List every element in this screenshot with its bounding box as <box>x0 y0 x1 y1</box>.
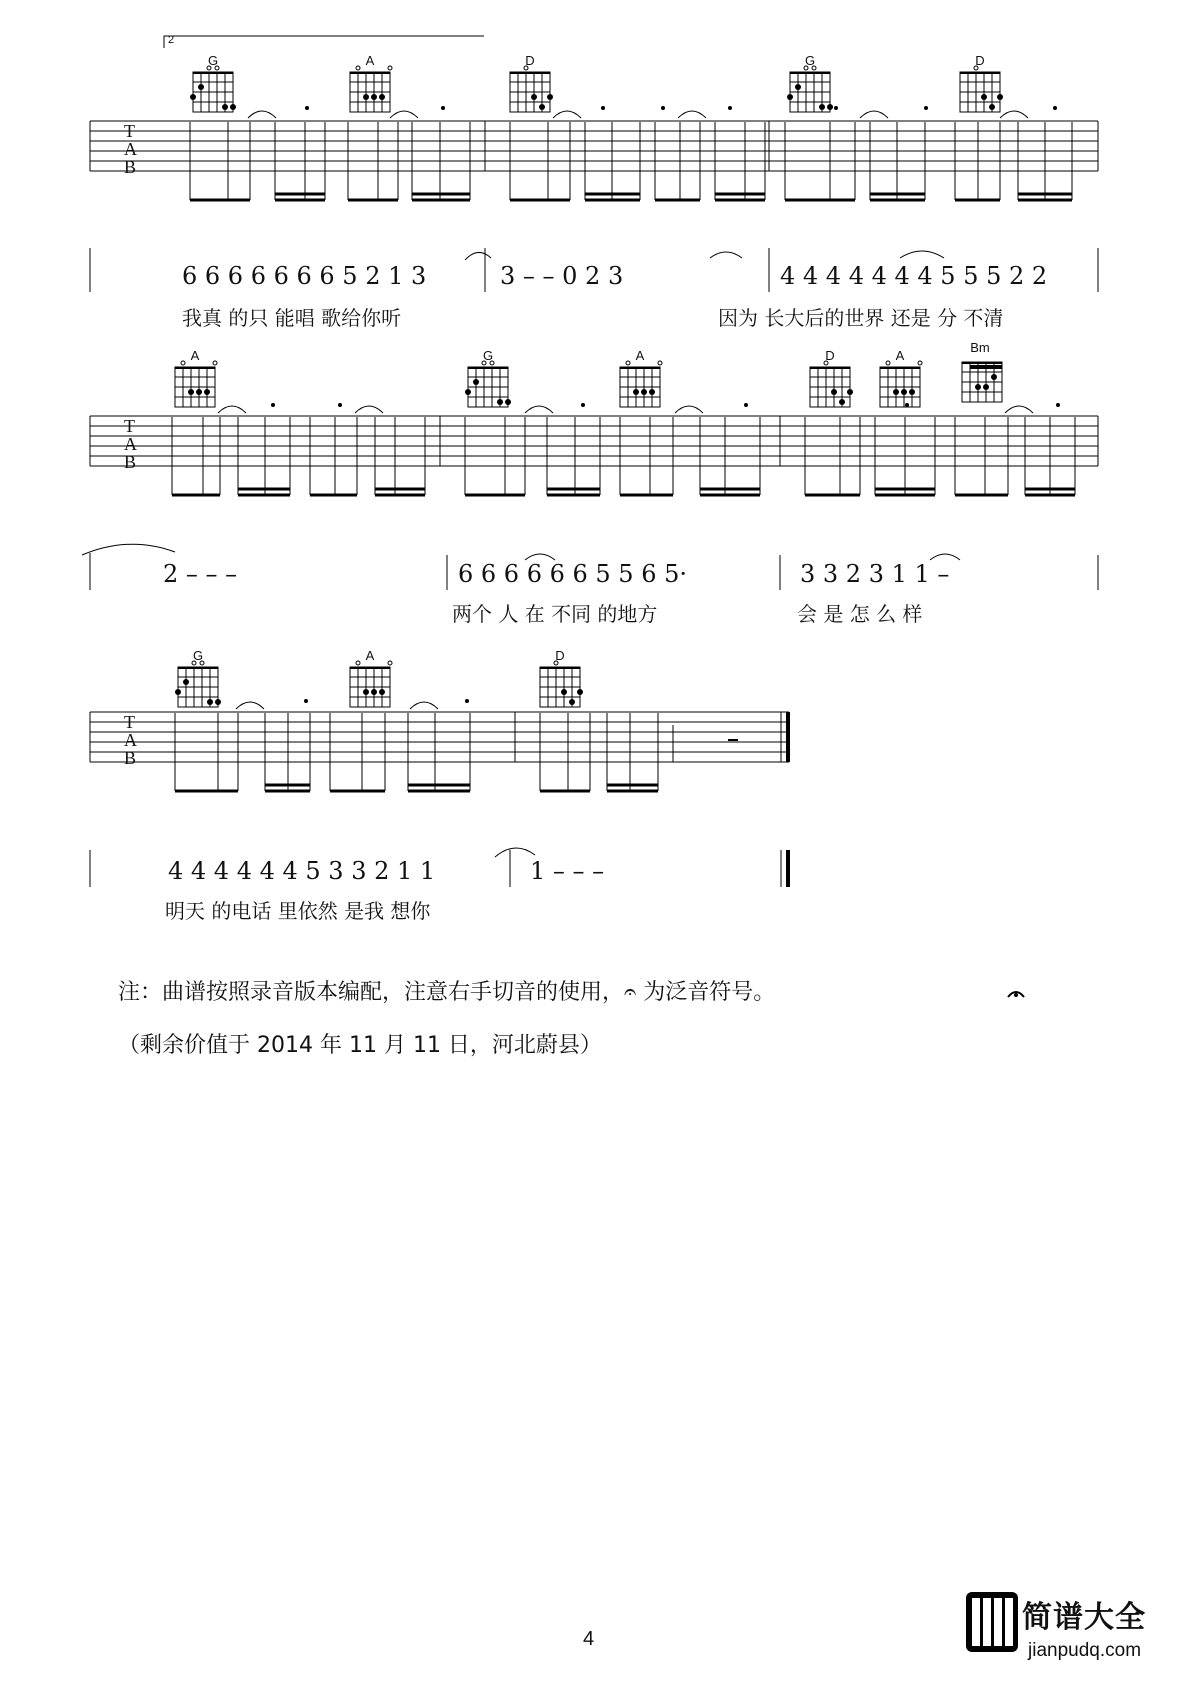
chord-grid-d <box>510 66 553 112</box>
jianpu-line: 3 3 2 3 1 1 – <box>800 560 950 588</box>
chord-name: G <box>207 53 219 68</box>
footnote-arrangement: 注：曲谱按照录音版本编配，注意右手切音的使用，𝄐 为泛音符号。 <box>118 980 776 1005</box>
chord-grid-a <box>350 66 392 112</box>
chord-grid-a <box>175 361 217 407</box>
chord-name: D <box>825 348 835 363</box>
tab-letter-a: A <box>124 434 137 454</box>
tab-letter-b: B <box>124 452 137 472</box>
chord-name: G <box>192 648 204 663</box>
chord-grid-d <box>540 661 583 707</box>
lyric-line: 我真 的只 能唱 歌给你听 <box>182 306 402 330</box>
chord-name: A <box>365 53 375 68</box>
chord-name: G <box>482 348 494 363</box>
tab-letter-b: B <box>124 748 137 768</box>
chord-grid-g <box>190 66 236 112</box>
chord-grid-a <box>350 661 392 707</box>
chord-name: D <box>525 53 535 68</box>
jianpu-line: 4 4 4 4 4 4 4 5 5 5 2 2 <box>780 262 1048 290</box>
jianpu-line: 3 – – 0 2 3 <box>500 262 624 290</box>
chord-name: D <box>975 53 985 68</box>
tab-letter-b: B <box>124 157 137 177</box>
lyric-line: 明天 的电话 里依然 是我 想你 <box>165 899 431 923</box>
jianpu-line: 6 6 6 6 6 6 6 5 2 1 3 <box>182 262 427 290</box>
chord-grid-bm <box>962 362 1002 402</box>
tab-letter-a: A <box>124 139 137 159</box>
lyric-line: 两个 人 在 不同 的地方 <box>452 602 658 626</box>
chord-grid-a <box>620 361 662 407</box>
chord-name: A <box>635 348 645 363</box>
chord-grid-g <box>465 361 511 407</box>
chord-name: D <box>555 648 565 663</box>
lyric-line: 会 是 怎 么 样 <box>797 602 923 626</box>
chord-grid-a <box>880 361 922 407</box>
jianpu-line: 2 – – – <box>163 560 238 588</box>
footnote-date: （剩余价值于 2014 年 11 月 11 日，河北蔚县） <box>118 1033 602 1058</box>
chord-grid-d <box>960 66 1003 112</box>
tab-letter-a: A <box>124 730 137 750</box>
jianpu-line: 4 4 4 4 4 4 5 3 3 2 1 1 <box>168 857 436 885</box>
chord-name: A <box>365 648 375 663</box>
page-number: 4 <box>583 1628 595 1650</box>
tab-letter-t: T <box>124 712 135 732</box>
chord-name: G <box>804 53 816 68</box>
chord-name: A <box>190 348 200 363</box>
jianpu-line: 1 – – – <box>530 857 605 885</box>
chord-grid-g <box>787 66 833 112</box>
chord-name: A <box>895 348 905 363</box>
chord-grid-g <box>175 661 221 707</box>
volta-label: 2 <box>168 34 175 46</box>
tab-letter-t: T <box>124 416 135 436</box>
tab-letter-t: T <box>124 121 135 141</box>
chord-grid-d <box>810 361 853 407</box>
lyric-line: 因为 长大后的世界 还是 分 不清 <box>718 306 1004 330</box>
jianpu-line: 6 6 6 6 6 6 5 5 6 5· <box>458 560 687 588</box>
chord-name: Bm <box>970 340 990 355</box>
brand-name: 简谱大全 <box>1022 1600 1146 1635</box>
brand-url: jianpudq.com <box>1028 1640 1142 1661</box>
